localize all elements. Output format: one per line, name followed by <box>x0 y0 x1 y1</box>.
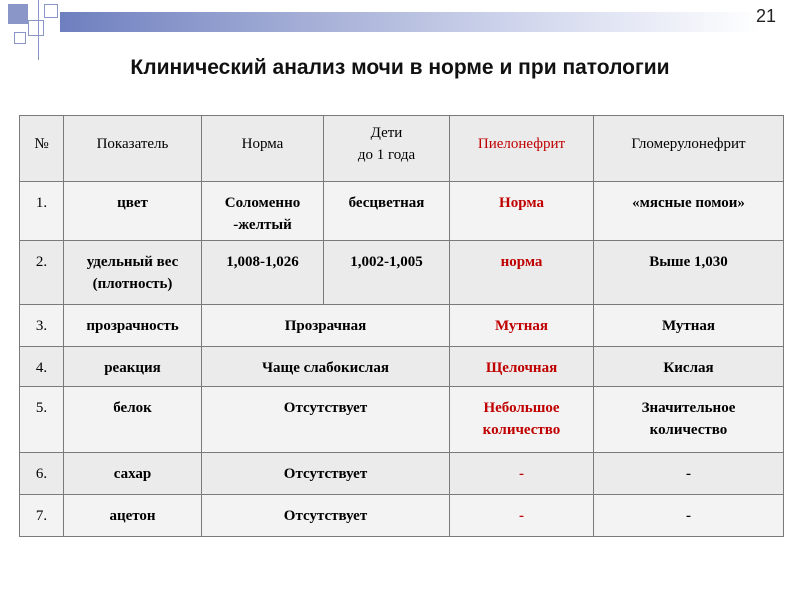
table-row <box>20 387 784 453</box>
page-title: Клинический анализ мочи в норме и при патологии <box>130 56 670 79</box>
row-norm-merged: Чаще слабокислая <box>202 347 450 387</box>
row-pyelonephritis: - <box>450 495 594 537</box>
deco-square <box>44 4 58 18</box>
header-children: Дети до 1 года <box>324 116 450 182</box>
urinalysis-table <box>19 115 784 537</box>
row-norm: 1,008-1,026 <box>202 241 324 305</box>
row-glomerulonephritis: - <box>594 495 784 537</box>
row-parameter: сахар <box>64 453 202 495</box>
row-children: бесцветная <box>324 182 450 241</box>
row-number: 2. <box>20 241 64 305</box>
deco-gradient-bar <box>60 12 760 32</box>
table-row <box>20 182 784 241</box>
row-norm-merged: Отсутствует <box>202 495 450 537</box>
slide-number: 21 <box>756 6 777 26</box>
row-number: 7. <box>20 495 64 537</box>
row-glomerulonephritis: Кислая <box>594 347 784 387</box>
row-glomerulonephritis: «мясные помои» <box>594 182 784 241</box>
row-parameter: реакция <box>64 347 202 387</box>
row-norm-merged: Отсутствует <box>202 387 450 453</box>
row-parameter: цвет <box>64 182 202 241</box>
deco-square <box>8 4 28 24</box>
row-norm-merged: Прозрачная <box>202 305 450 347</box>
header-number: № <box>20 116 64 182</box>
row-glomerulonephritis: Мутная <box>594 305 784 347</box>
row-glomerulonephritis: Выше 1,030 <box>594 241 784 305</box>
row-norm-merged: Отсутствует <box>202 453 450 495</box>
row-number: 1. <box>20 182 64 241</box>
deco-square <box>14 32 26 44</box>
row-pyelonephritis: норма <box>450 241 594 305</box>
row-norm: Соломенно -желтый <box>202 182 324 241</box>
row-number: 6. <box>20 453 64 495</box>
row-number: 5. <box>20 387 64 453</box>
row-parameter: ацетон <box>64 495 202 537</box>
header-glomerulonephritis: Гломерулонефрит <box>594 116 784 182</box>
row-pyelonephritis: Норма <box>450 182 594 241</box>
row-pyelonephritis: Небольшое количество <box>450 387 594 453</box>
header-pyelonephritis: Пиелонефрит <box>450 116 594 182</box>
header-decoration <box>0 0 800 60</box>
row-glomerulonephritis: Значительное количество <box>594 387 784 453</box>
table-row <box>20 241 784 305</box>
table-row <box>20 495 784 537</box>
deco-square <box>28 20 44 36</box>
row-parameter: прозрачность <box>64 305 202 347</box>
row-parameter: удельный вес (плотность) <box>64 241 202 305</box>
header-norm: Норма <box>202 116 324 182</box>
row-pyelonephritis: - <box>450 453 594 495</box>
table-row <box>20 347 784 387</box>
row-number: 4. <box>20 347 64 387</box>
row-children: 1,002-1,005 <box>324 241 450 305</box>
table-row <box>20 305 784 347</box>
row-pyelonephritis: Мутная <box>450 305 594 347</box>
table-header-row <box>20 116 784 182</box>
header-parameter: Показатель <box>64 116 202 182</box>
table-row <box>20 453 784 495</box>
row-pyelonephritis: Щелочная <box>450 347 594 387</box>
row-glomerulonephritis: - <box>594 453 784 495</box>
row-number: 3. <box>20 305 64 347</box>
deco-line <box>38 0 39 60</box>
row-parameter: белок <box>64 387 202 453</box>
